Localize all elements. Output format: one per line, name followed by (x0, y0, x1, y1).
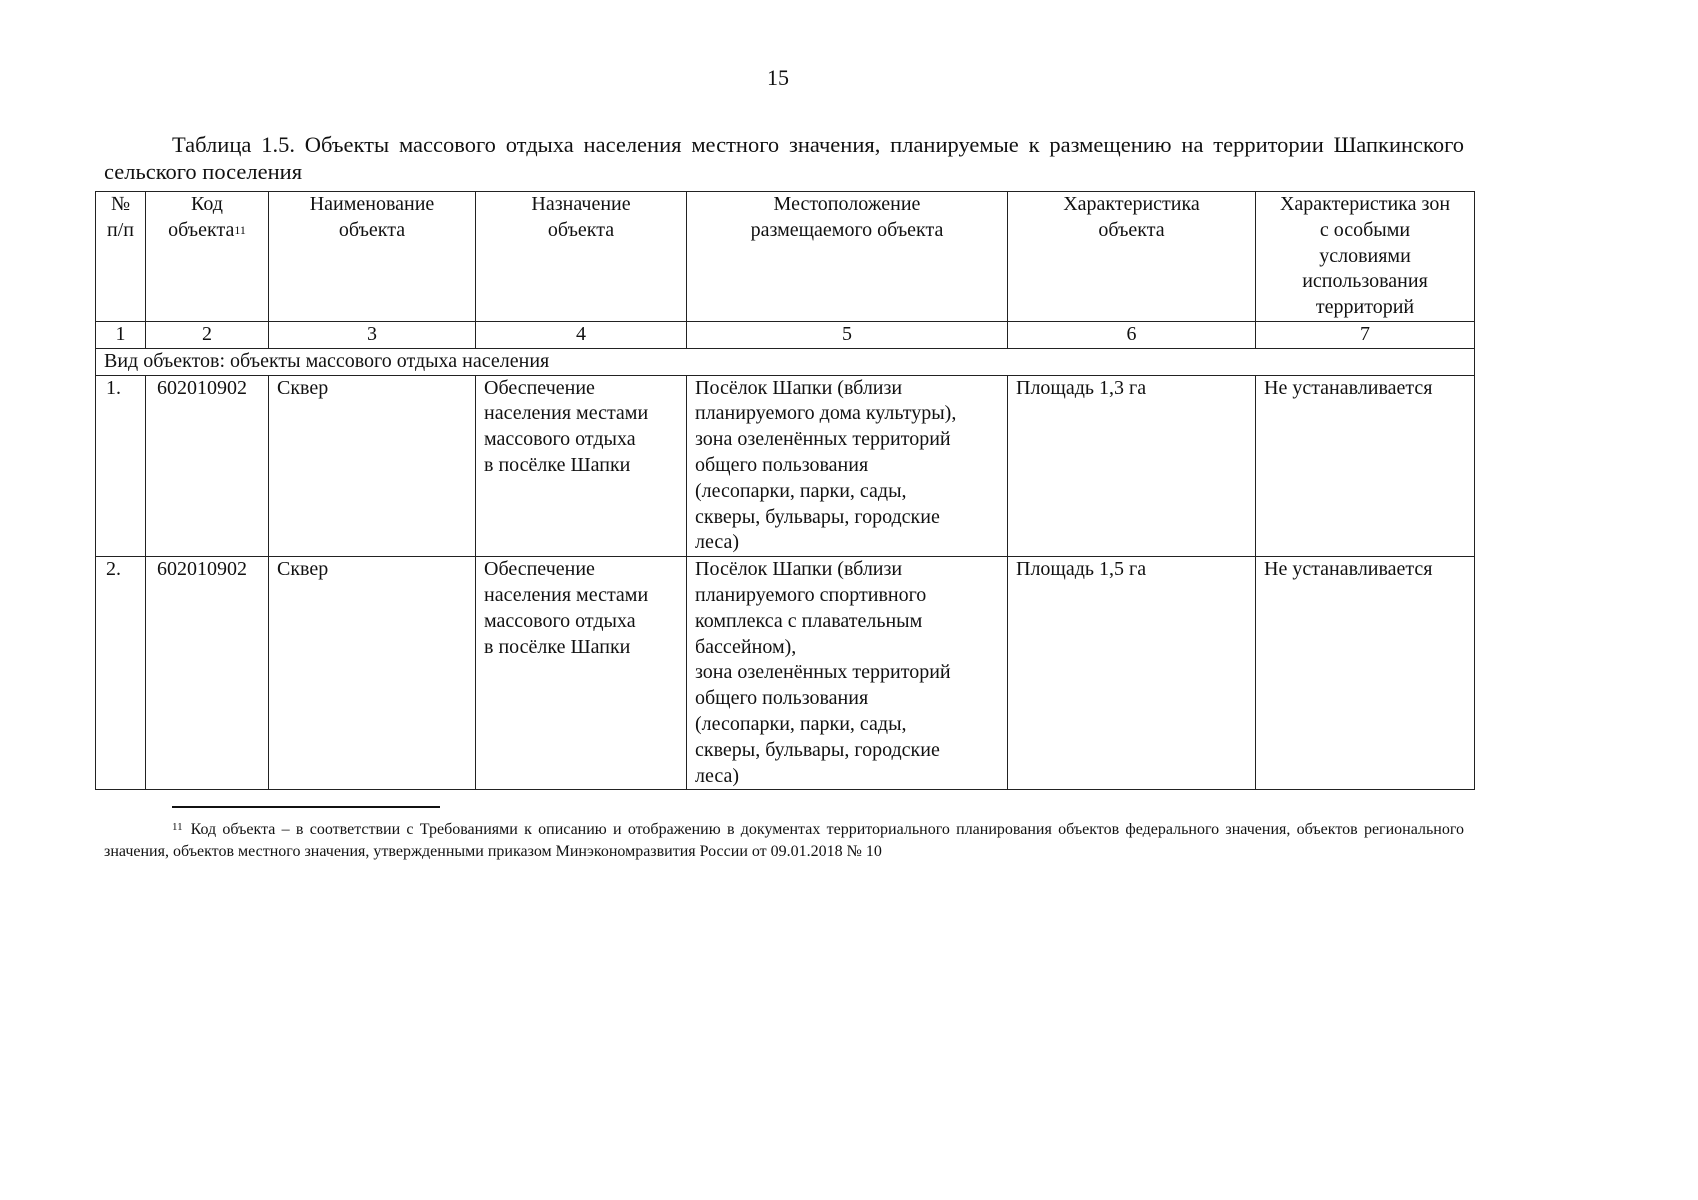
zones-cell: Не устанавливается (1256, 375, 1475, 557)
column-number: 4 (476, 321, 687, 348)
header-cell-number: № п/п (96, 192, 146, 322)
characteristic-cell: Площадь 1,5 га (1008, 557, 1256, 790)
group-row (96, 348, 1475, 375)
table-caption: Таблица 1.5. Объекты массового отдыха населения местного значения, планируемые к размещению на территории Шапкинского сельского поселения (104, 132, 1464, 184)
page-number: 15 (767, 65, 789, 90)
row-number-cell: 1. (96, 375, 146, 557)
header-row (96, 192, 1475, 322)
purpose-cell: Обеспечение населения местами массового отдыха в посёлке Шапки (476, 557, 687, 790)
location-cell: Посёлок Шапки (вблизи планируемого спортивного комплекса с плавательным бассейном), зона озеленённых территорий общего пользования (лесопарки, парки, сады, скверы, бульвары, городские леса) (687, 557, 1008, 790)
header-cell-zones: Характеристика зон с особыми условиями использования территорий (1256, 192, 1475, 322)
column-number: 7 (1256, 321, 1475, 348)
zones-cell: Не устанавливается (1256, 557, 1475, 790)
name-cell: Сквер (269, 375, 476, 557)
footnote-marker: 11 (172, 821, 183, 833)
header-cell-name: Наименование объекта (269, 192, 476, 322)
column-number: 5 (687, 321, 1008, 348)
group-label: Вид объектов: объекты массового отдыха населения (96, 348, 1475, 375)
table-row (96, 557, 1475, 790)
header-cell-code: Код объекта$^{11}$ (146, 192, 269, 322)
header-cell-purpose: Назначение объекта (476, 192, 687, 322)
location-cell: Посёлок Шапки (вблизи планируемого дома культуры), зона озеленённых территорий общего пользования (лесопарки, парки, сады, скверы, бульвары, городские леса) (687, 375, 1008, 557)
purpose-cell: Обеспечение населения местами массового отдыха в посёлке Шапки (476, 375, 687, 557)
column-number: 6 (1008, 321, 1256, 348)
column-number: 2 (146, 321, 269, 348)
objects-table (95, 191, 1475, 790)
column-number: 1 (96, 321, 146, 348)
characteristic-cell: Площадь 1,3 га (1008, 375, 1256, 557)
column-number: 3 (269, 321, 476, 348)
row-number-cell: 2. (96, 557, 146, 790)
header-cell-location: Местоположение размещаемого объекта (687, 192, 1008, 322)
code-cell: 602010902 (146, 375, 269, 557)
footnote-separator (172, 806, 440, 808)
name-cell: Сквер (269, 557, 476, 790)
table-row (96, 375, 1475, 557)
footnote-text: Код объекта – в соответствии с Требованиями к описанию и отображению в документах территориального планирования объектов федерального значения, объектов регионального значения, объектов местного значения, утвержденными приказом Минэкономразвития России от 09.01.2018 № 10 (104, 821, 1464, 860)
footnote (104, 819, 1464, 863)
code-cell: 602010902 (146, 557, 269, 790)
header-cell-characteristic: Характеристика объекта (1008, 192, 1256, 322)
footnote-ref: 11 (234, 222, 246, 237)
column-number-row (96, 321, 1475, 348)
